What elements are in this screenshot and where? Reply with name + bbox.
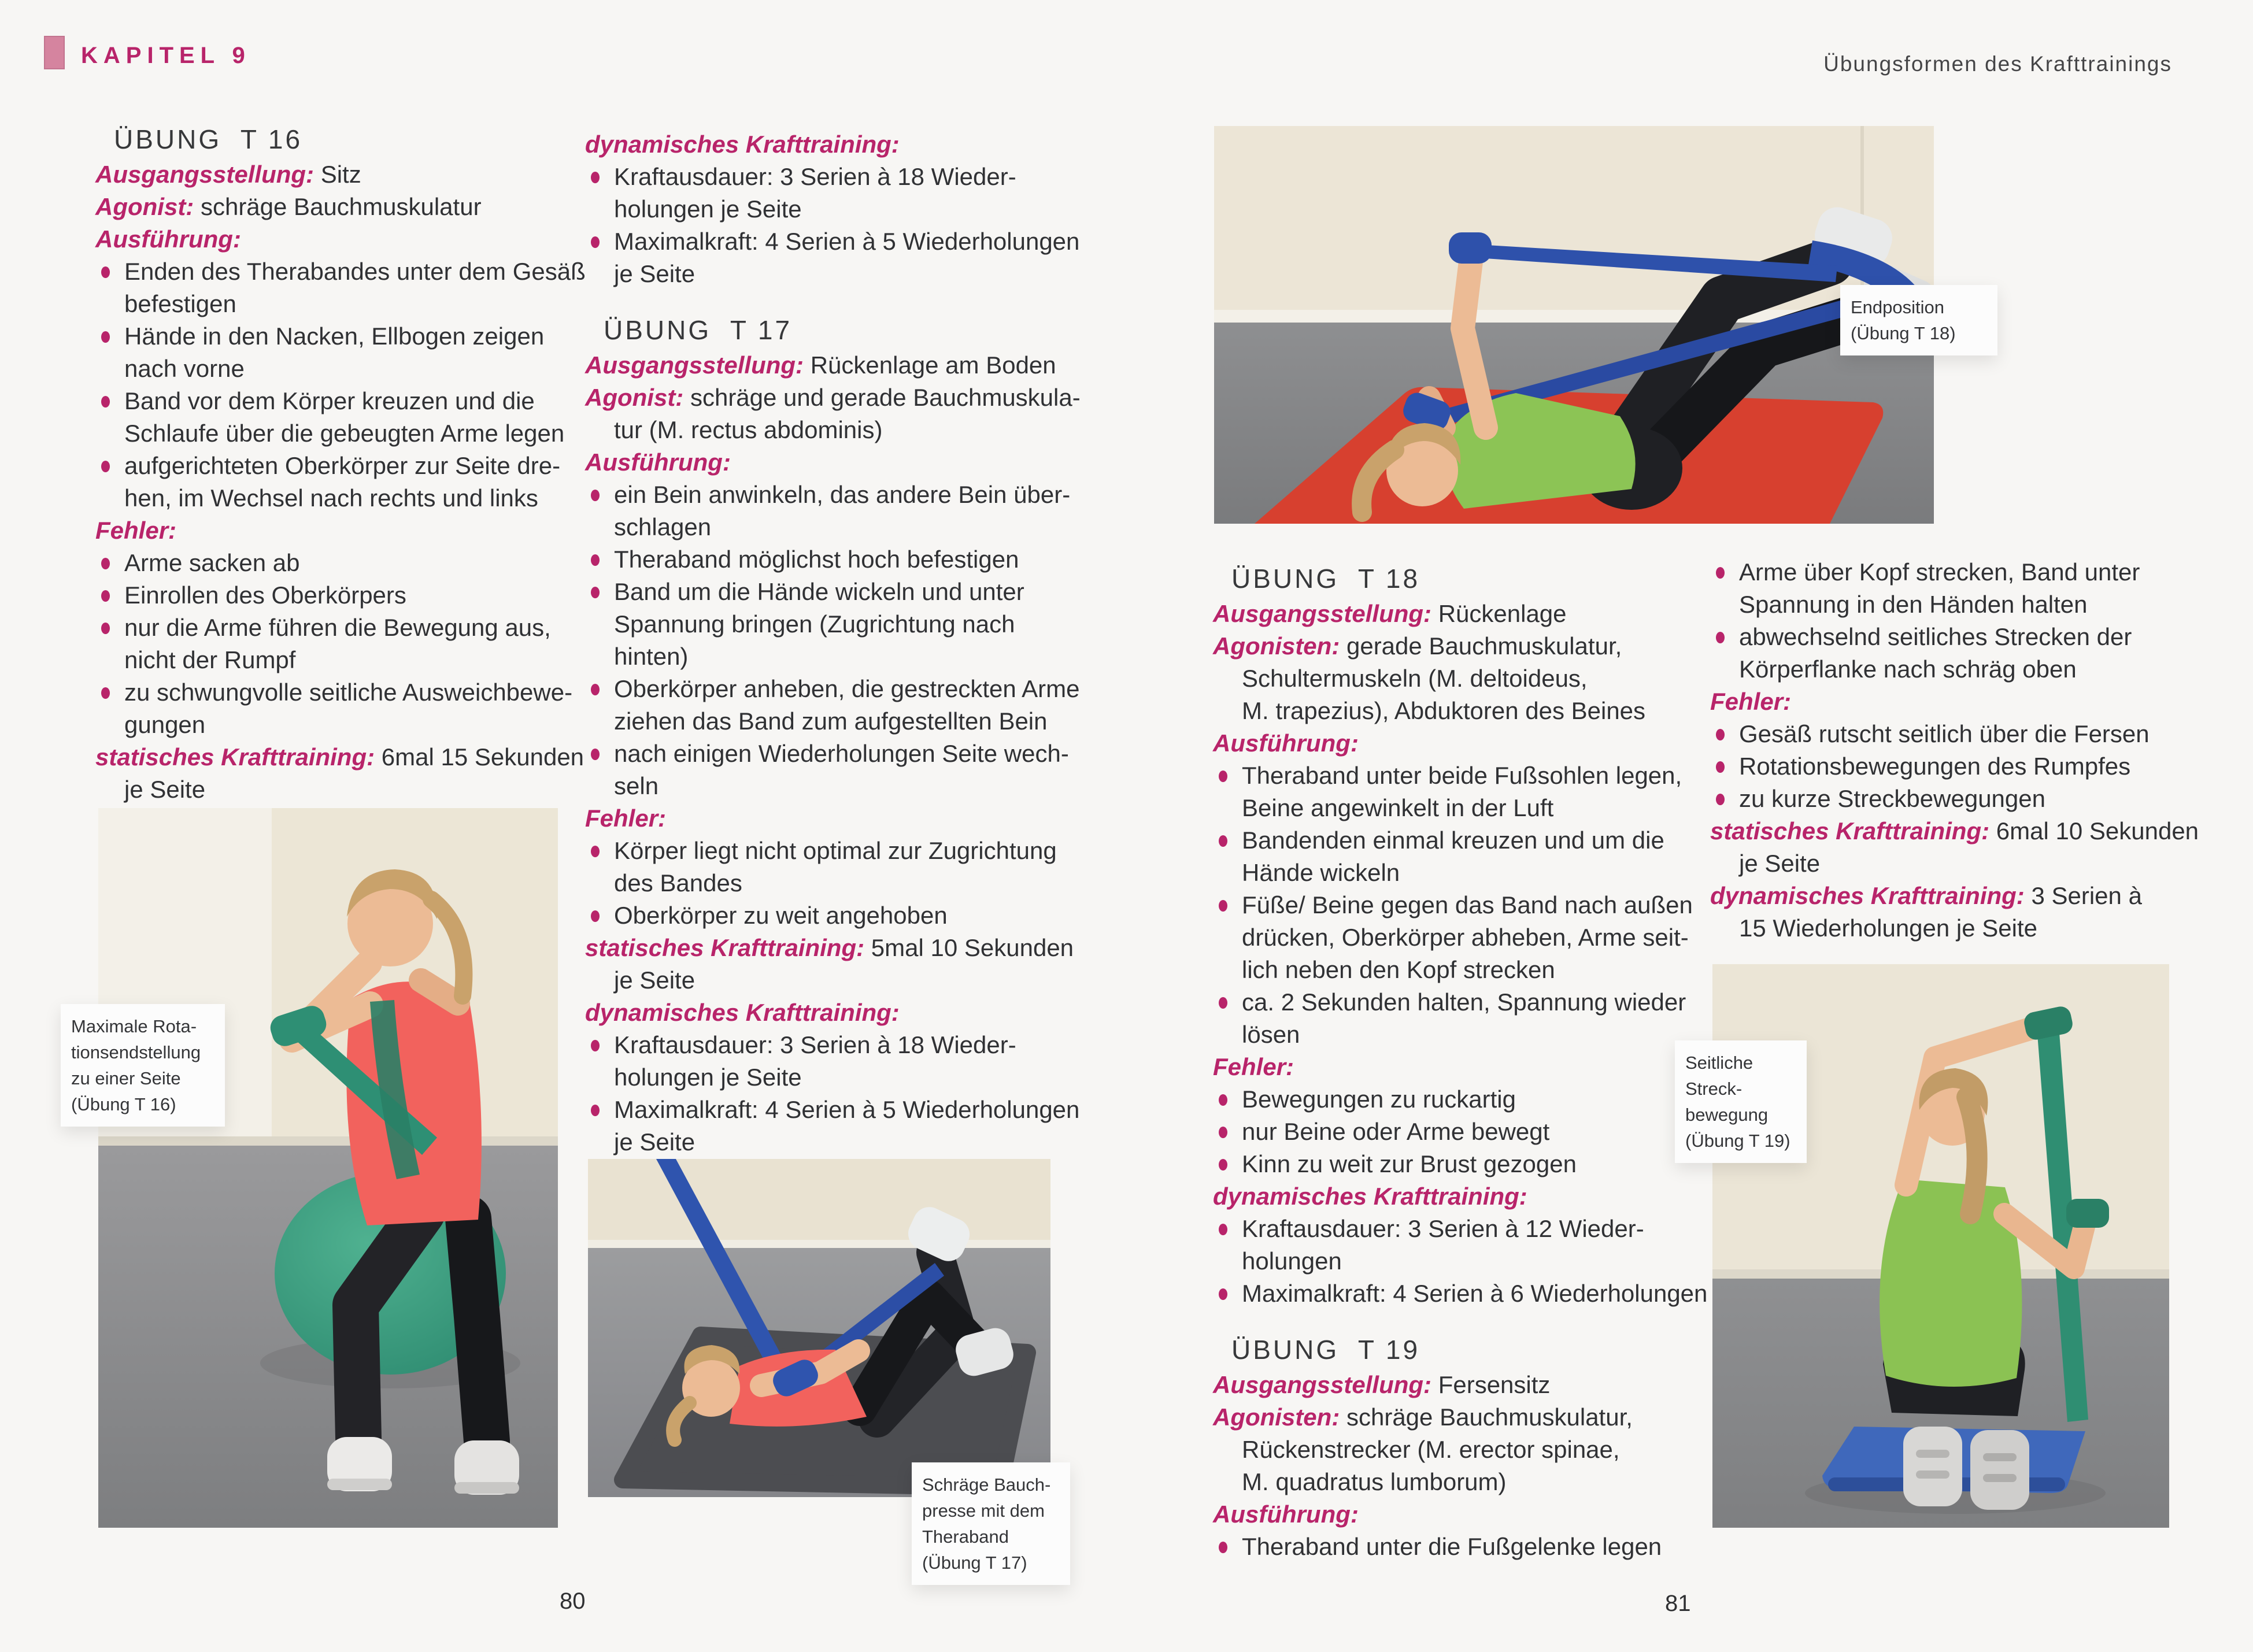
field-label: Ausführung: <box>585 449 731 476</box>
chapter-title: KAPITEL 9 <box>81 43 251 68</box>
bullet-line: Füße/ Beine gegen das Band nach außen <box>1213 889 1710 921</box>
bullet-line: Theraband möglichst hoch befestigen <box>585 543 1071 576</box>
caption-line: (Übung T 18) <box>1851 323 1956 343</box>
field-label: Ausführung: <box>1213 729 1359 757</box>
caption-line: Maximale Rota- <box>71 1016 197 1036</box>
caption-line: (Übung T 16) <box>71 1094 176 1114</box>
page-number-left: 80 <box>560 1588 586 1614</box>
label-line <box>585 802 1071 835</box>
exercise-title: ÜBUNG T 18 <box>1231 564 1420 594</box>
photo-uebung-t17 <box>588 1159 1050 1497</box>
column-uebung-t18-t19 <box>1213 560 1710 1563</box>
text-line: lich neben den Kopf strecken <box>1242 956 1555 983</box>
bullet-line: Kraftausdauer: 3 Serien à 18 Wieder- <box>585 1029 1071 1061</box>
bullet-line: Bandenden einmal kreuzen und um die <box>1213 824 1710 857</box>
text-line: je Seite <box>124 776 206 803</box>
label-line <box>585 128 1071 161</box>
field-label: dynamisches Krafttraining: <box>1710 882 2025 909</box>
text-line: 15 Wiederholungen je Seite <box>1739 914 2038 942</box>
running-head: Übungsformen des Krafttrainings <box>1823 52 2172 76</box>
column-uebung-t17 <box>585 128 1081 1158</box>
label-line: Ausgangsstellung: Fersensitz <box>1213 1371 1551 1398</box>
text-line: holungen <box>1242 1247 1342 1275</box>
bullet-line: Kinn zu weit zur Brust gezogen <box>1213 1148 1710 1180</box>
text-line: Körperflanke nach schräg oben <box>1739 655 2077 683</box>
field-label: Fehler: <box>1213 1053 1294 1080</box>
text-line: lösen <box>1242 1021 1300 1048</box>
text-line: hen, im Wechsel nach rechts und links <box>124 484 538 512</box>
caption-line: bewegung <box>1685 1105 1769 1125</box>
bullet-line: Bewegungen zu ruckartig <box>1213 1083 1710 1116</box>
label-line <box>585 997 1071 1029</box>
text-line: M. quadratus lumborum) <box>1242 1468 1507 1495</box>
text-line: holungen je Seite <box>614 1064 802 1091</box>
label-line: statisches Krafttraining: 6mal 10 Sekunden <box>1710 817 2199 844</box>
bullet-line: Maximalkraft: 4 Serien à 6 Wiederholungen <box>1213 1277 1710 1310</box>
field-label: statisches Krafttraining: <box>585 934 865 961</box>
label-line <box>1213 727 1710 760</box>
label-line: statisches Krafttraining: 5mal 10 Sekunden <box>585 934 1074 961</box>
field-label: Ausführung: <box>1213 1501 1359 1528</box>
text-line: Hände wickeln <box>1242 859 1400 886</box>
photo-uebung-t18 <box>1214 126 1934 524</box>
bullet-line: Enden des Therabandes unter dem Gesäß <box>95 255 581 288</box>
caption-uebung-t19 <box>1675 1040 1807 1163</box>
text-line: Beine angewinkelt in der Luft <box>1242 794 1554 821</box>
text-line: des Bandes <box>614 869 742 897</box>
text-line: befestigen <box>124 290 236 317</box>
field-label: dynamisches Krafttraining: <box>585 999 900 1026</box>
text-line: je Seite <box>614 1128 695 1155</box>
text-line: Schultermuskeln (M. deltoideus, <box>1242 665 1588 692</box>
bullet-line: Körper liegt nicht optimal zur Zugrichtung <box>585 835 1071 867</box>
exercise-photo-illustration <box>1214 126 1934 524</box>
text-line: nicht der Rumpf <box>124 646 296 673</box>
caption-uebung-t18 <box>1840 285 1997 355</box>
bullet-line: nur Beine oder Arme bewegt <box>1213 1116 1710 1148</box>
bullet-line: Kraftausdauer: 3 Serien à 18 Wieder- <box>585 161 1071 193</box>
chapter-accent-bar <box>44 36 65 69</box>
caption-uebung-t17 <box>912 1462 1070 1585</box>
text-line: je Seite <box>1739 850 1821 877</box>
exercise-title: ÜBUNG T 17 <box>604 315 793 345</box>
caption-line: (Übung T 17) <box>922 1553 1027 1573</box>
bullet-line: Band um die Hände wickeln und unter <box>585 576 1071 608</box>
text-line: Spannung bringen (Zugrichtung nach <box>614 610 1015 638</box>
field-label: Ausführung: <box>95 225 241 253</box>
field-label: Agonisten: <box>1213 632 1340 660</box>
exercise-photo-illustration <box>98 808 558 1528</box>
bullet-line: nach einigen Wiederholungen Seite wech- <box>585 738 1071 770</box>
text-line: M. trapezius), Abduktoren des Beines <box>1242 697 1646 724</box>
field-label: Agonisten: <box>1213 1403 1340 1431</box>
bullet-line: zu kurze Streckbewegungen <box>1710 783 2178 815</box>
text-line: ziehen das Band zum aufgestellten Bein <box>614 708 1048 735</box>
text-line: je Seite <box>614 966 695 994</box>
caption-line: Seitliche <box>1685 1053 1753 1073</box>
field-label: Ausgangsstellung: <box>1213 600 1432 627</box>
text-line: tur (M. rectus abdominis) <box>614 416 883 443</box>
bullet-line: Maximalkraft: 4 Serien à 5 Wiederholungen <box>585 1094 1071 1126</box>
label-line: Agonist: schräge Bauchmuskulatur <box>95 193 482 220</box>
label-line: Agonist: schräge und gerade Bauchmuskula- <box>585 384 1081 411</box>
field-label: dynamisches Krafttraining: <box>1213 1183 1527 1210</box>
page-number-right: 81 <box>1665 1591 1691 1616</box>
bullet-line: Band vor dem Körper kreuzen und die <box>95 385 581 417</box>
label-line <box>1213 1180 1710 1213</box>
label-line: Ausgangsstellung: Rückenlage am Boden <box>585 351 1056 379</box>
bullet-line: zu schwungvolle seitliche Ausweichbewe- <box>95 676 581 709</box>
caption-line: tionsendstellung <box>71 1042 201 1062</box>
exercise-title: ÜBUNG T 19 <box>1231 1335 1420 1365</box>
text-line: nach vorne <box>124 355 245 382</box>
bullet-line: nur die Arme führen die Bewegung aus, <box>95 612 581 644</box>
label-line: Ausgangsstellung: Sitz <box>95 161 361 188</box>
bullet-line: Theraband unter die Fußgelenke legen <box>1213 1531 1710 1563</box>
label-line: Agonisten: schräge Bauchmuskulatur, <box>1213 1403 1633 1431</box>
field-label: Fehler: <box>1710 688 1792 715</box>
text-line: Rückenstrecker (M. erector spinae, <box>1242 1436 1620 1463</box>
caption-line: (Übung T 19) <box>1685 1131 1790 1151</box>
label-line <box>95 514 581 547</box>
label-line <box>95 223 581 255</box>
caption-line: presse mit dem <box>922 1501 1045 1521</box>
bullet-line: Oberkörper zu weit angehoben <box>585 899 1071 932</box>
bullet-line: Hände in den Nacken, Ellbogen zeigen <box>95 320 581 353</box>
bullet-line: Kraftausdauer: 3 Serien à 12 Wieder- <box>1213 1213 1710 1245</box>
caption-uebung-t16 <box>61 1004 225 1127</box>
field-label: Ausgangsstellung: <box>585 351 804 379</box>
text-line: je Seite <box>614 260 695 287</box>
field-label: Fehler: <box>585 805 667 832</box>
bullet-line: Theraband unter beide Fußsohlen legen, <box>1213 760 1710 792</box>
field-label: statisches Krafttraining: <box>95 743 375 771</box>
field-label: Agonist: <box>95 193 194 220</box>
caption-line: Theraband <box>922 1527 1009 1547</box>
bullet-line: abwechselnd seitliches Strecken der <box>1710 621 2178 653</box>
bullet-line: Einrollen des Oberkörpers <box>95 579 581 612</box>
label-line <box>1710 686 2178 718</box>
bullet-line: aufgerichteten Oberkörper zur Seite dre- <box>95 450 581 482</box>
text-line: holungen je Seite <box>614 195 802 223</box>
field-label: Ausgangsstellung: <box>95 161 315 188</box>
bullet-line: Arme sacken ab <box>95 547 581 579</box>
text-line: drücken, Oberkörper abheben, Arme seit- <box>1242 924 1689 951</box>
field-label: Fehler: <box>95 517 177 544</box>
caption-line: Schräge Bauch- <box>922 1475 1051 1495</box>
field-label: statisches Krafttraining: <box>1710 817 1990 844</box>
label-line: dynamisches Krafttraining: 3 Serien à <box>1710 882 2142 909</box>
text-line: schlagen <box>614 513 712 540</box>
label-line: Ausgangsstellung: Rückenlage <box>1213 600 1567 627</box>
field-label: Ausgangsstellung: <box>1213 1371 1432 1398</box>
column-uebung-t16 <box>95 120 586 806</box>
photo-uebung-t16 <box>98 808 558 1528</box>
label-line <box>585 446 1071 479</box>
text-line: hinten) <box>614 643 689 670</box>
bullet-line: Oberkörper anheben, die gestreckten Arme <box>585 673 1071 705</box>
text-line: gungen <box>124 711 206 738</box>
field-label: Agonist: <box>585 384 684 411</box>
label-line <box>1213 1498 1710 1531</box>
caption-line: Endposition <box>1851 297 1945 317</box>
exercise-title: ÜBUNG T 16 <box>114 124 303 154</box>
label-line: statisches Krafttraining: 6mal 15 Sekunden <box>95 743 584 771</box>
label-line: Agonisten: gerade Bauchmuskulatur, <box>1213 632 1622 660</box>
text-line: Spannung in den Händen halten <box>1739 591 2088 618</box>
field-label: dynamisches Krafttraining: <box>585 131 900 158</box>
caption-line: Streck- <box>1685 1079 1743 1099</box>
bullet-line: Arme über Kopf strecken, Band unter <box>1710 556 2178 588</box>
caption-line: zu einer Seite <box>71 1068 181 1088</box>
bullet-line: Maximalkraft: 4 Serien à 5 Wiederholungen <box>585 225 1071 258</box>
bullet-line: ein Bein anwinkeln, das andere Bein über- <box>585 479 1071 511</box>
label-line <box>1213 1051 1710 1083</box>
bullet-line: Gesäß rutscht seitlich über die Fersen <box>1710 718 2178 750</box>
exercise-photo-illustration <box>588 1159 1050 1497</box>
text-line: seln <box>614 772 659 799</box>
text-line: Schlaufe über die gebeugten Arme legen <box>124 420 565 447</box>
bullet-line: ca. 2 Sekunden halten, Spannung wieder <box>1213 986 1710 1018</box>
column-uebung-t19-continued <box>1710 556 2199 944</box>
bullet-line: Rotationsbewegungen des Rumpfes <box>1710 750 2178 783</box>
